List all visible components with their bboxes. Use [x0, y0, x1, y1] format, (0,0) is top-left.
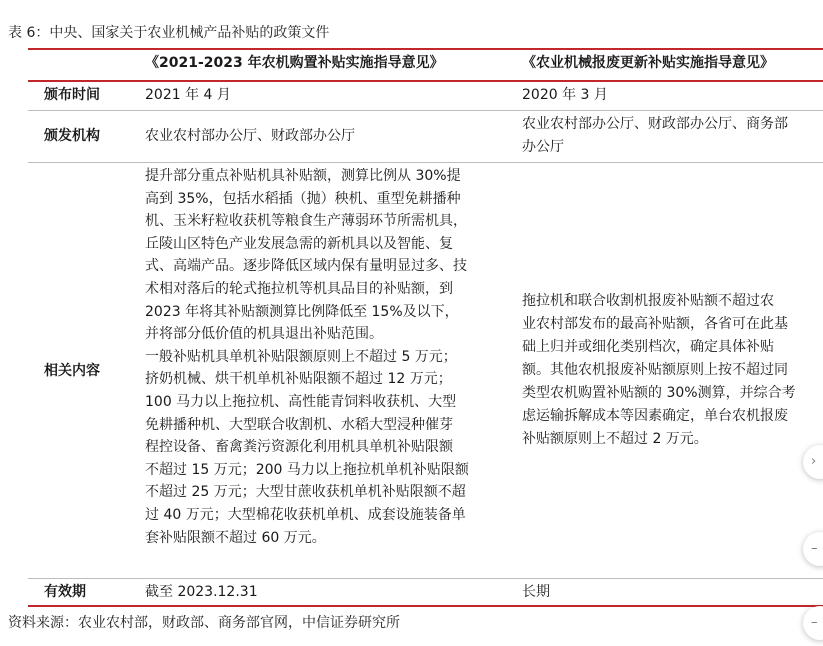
- source-note: 资料来源：农业农村部，财政部、商务部官网，中信证券研究所: [8, 615, 400, 631]
- text-line: 并将部分低价值的机具退出补贴范围。: [145, 326, 383, 343]
- table-top-rule: [28, 48, 823, 50]
- row-divider: [28, 578, 823, 579]
- issuer-col2: [522, 113, 788, 158]
- minus-icon: –: [811, 615, 818, 630]
- text-line: 类型农机购置补贴额的 30%测算，并综合考: [522, 385, 796, 401]
- text-line: 农业农村部办公厅、财政部办公厅、商务部: [522, 116, 788, 132]
- table-bottom-rule: [28, 605, 823, 607]
- text-line: 提升部分重点补贴机具补贴额，测算比例从 30%提: [145, 168, 461, 184]
- text-line: 额。其他农机报废补贴额原则上按不超过同: [522, 362, 788, 378]
- chevron-right-icon: ›: [811, 454, 817, 469]
- floating-side-button[interactable]: [803, 606, 823, 640]
- row-label-issuer: 颁发机构: [44, 128, 100, 144]
- date-col2: 2020 年 3 月: [522, 87, 608, 103]
- text-line: 高到 35%，包括水稻插（抛）秧机、重型免耕播种: [145, 190, 461, 207]
- row-divider: [28, 162, 823, 163]
- validity-col1: 截至 2023.12.31: [145, 584, 258, 600]
- text-line: 程控设备、畜禽粪污资源化利用机具单机补贴限额: [145, 439, 453, 456]
- text-line: 补贴额原则上不超过 2 万元。: [522, 431, 708, 447]
- text-line: 免耕播种机、大型联合收割机、水稻大型浸种催芽: [145, 416, 453, 433]
- floating-side-button[interactable]: [803, 532, 823, 566]
- text-line: 过 40 万元；大型棉花收获机单机、成套设施装备单: [145, 506, 466, 523]
- text-line: 丘陵山区特色产业发展急需的新机具以及智能、复: [145, 235, 453, 252]
- date-col1: 2021 年 4 月: [145, 87, 231, 103]
- text-line: 挤奶机械、烘干机单机补贴限额不超过 12 万元；: [145, 371, 452, 388]
- row-label-validity: 有效期: [44, 584, 86, 600]
- text-line: 式、高端产品。逐步降低区域内保有量明显过多、技: [145, 258, 467, 275]
- column-header-2: 《农业机械报废更新补贴实施指导意见》: [522, 55, 774, 71]
- text-line: 100 马力以上拖拉机、高性能青饲料收获机、大型: [145, 393, 457, 410]
- text-line: 套补贴限额不超过 60 万元。: [145, 529, 326, 546]
- row-label-date: 颁布时间: [44, 87, 100, 103]
- minus-icon: –: [811, 541, 818, 556]
- header-bottom-rule: [28, 80, 823, 82]
- text-line: 2023 年将其补贴额测算比例降低至 15%及以下，: [145, 303, 459, 320]
- text-line: 机、玉米籽粒收获机等粮食生产薄弱环节所需机具，: [145, 213, 467, 230]
- text-line: 不超过 15 万元；200 马力以上拖拉机单机补贴限额: [145, 461, 469, 478]
- column-header-1: 《2021-2023 年农机购置补贴实施指导意见》: [145, 55, 444, 71]
- text-line: 虑运输拆解成本等因素确定，单台农机报废: [522, 408, 788, 424]
- text-line: 一般补贴机具单机补贴限额原则上不超过 5 万元；: [145, 348, 457, 365]
- floating-side-button[interactable]: [803, 445, 823, 479]
- text-line: 拖拉机和联合收割机报废补贴额不超过农: [522, 293, 774, 309]
- text-line: 办公厅: [522, 138, 564, 155]
- content-col2: [522, 290, 796, 451]
- validity-col2: 长期: [522, 584, 550, 600]
- row-label-content: 相关内容: [44, 363, 100, 379]
- content-col1: [145, 165, 469, 549]
- text-line: 术相对落后的轮式拖拉机等机具品目的补贴额，到: [145, 280, 453, 297]
- text-line: 础上归并或细化类别档次，确定具体补贴: [522, 339, 774, 355]
- row-divider: [28, 110, 823, 111]
- text-line: 不超过 25 万元；大型甘蔗收获机单机补贴限额不超: [145, 484, 466, 501]
- issuer-col1: 农业农村部办公厅、财政部办公厅: [145, 128, 355, 144]
- text-line: 业农村部发布的最高补贴额，各省可在此基: [522, 316, 788, 332]
- table-caption: 表 6：中央、国家关于农业机械产品补贴的政策文件: [8, 25, 330, 41]
